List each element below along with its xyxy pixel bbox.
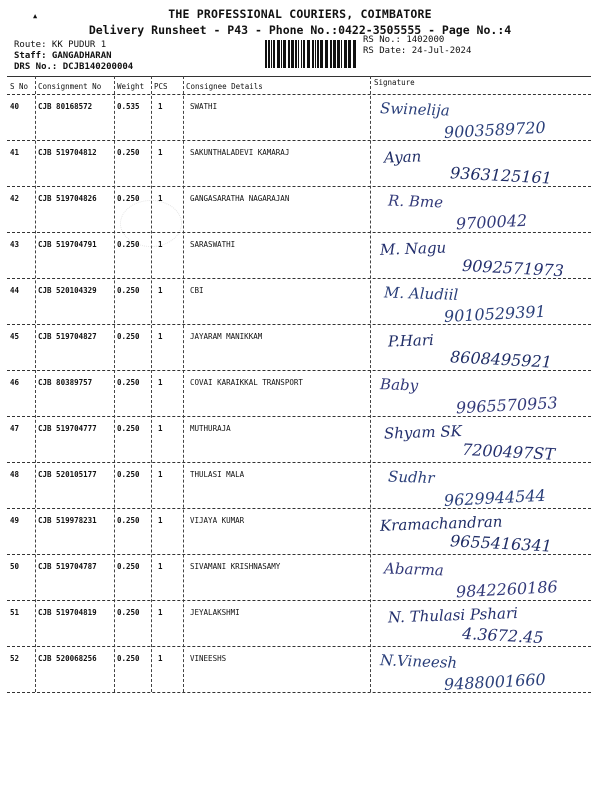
- row-divider: [7, 462, 591, 463]
- row-consignee: THULASI MALA: [190, 470, 245, 479]
- col-header-consignee: Consignee Details: [186, 82, 263, 91]
- signature-phone: 4.3672.45: [461, 623, 544, 648]
- signature-name: Shyam SK: [383, 421, 463, 443]
- signature-handwriting: [372, 281, 592, 327]
- col-header-pcs: PCS: [154, 82, 168, 91]
- signature-name: Kramachandran: [379, 512, 503, 535]
- signature-handwriting: [372, 511, 592, 557]
- signature-name: N. Thulasi Pshari: [387, 604, 519, 627]
- barcode-bar: [325, 40, 328, 68]
- barcode-bar: [291, 40, 294, 68]
- row-divider: [7, 140, 591, 141]
- signature-name: P.Hari: [387, 330, 435, 351]
- signature-phone: 9629944544: [443, 485, 547, 511]
- row-consignee: JAYARAM MANIKKAM: [190, 332, 263, 341]
- barcode-bar: [273, 40, 275, 68]
- signature-handwriting: [372, 557, 592, 603]
- signature-name: M. Aludiil: [383, 283, 459, 304]
- row-weight: 0.250: [117, 148, 140, 157]
- row-consignee: SARASWATHI: [190, 240, 236, 249]
- row-divider: [7, 324, 591, 325]
- rs-date: RS Date: 24-Jul-2024: [363, 46, 472, 56]
- signature-name: N.Vineesh: [379, 651, 458, 672]
- row-pcs: 1: [158, 286, 163, 295]
- row-divider: [7, 692, 591, 693]
- row-consignment-no: CJB 520068256: [38, 654, 97, 663]
- row-pcs: 1: [158, 470, 163, 479]
- signature-handwriting: [372, 143, 592, 189]
- signature-handwriting: [372, 373, 592, 419]
- barcode-bar: [312, 40, 314, 68]
- barcode-bar: [307, 40, 310, 68]
- row-pcs: 1: [158, 608, 163, 617]
- signature-handwriting: [372, 419, 592, 465]
- signature-handwriting: [372, 189, 592, 235]
- barcode-bar: [315, 40, 316, 68]
- signature-name: Sudhr: [387, 467, 435, 488]
- signature-name: M. Nagu: [379, 238, 447, 259]
- barcode-bar: [333, 40, 336, 68]
- signature-phone: 9655416341: [449, 531, 553, 556]
- row-pcs: 1: [158, 378, 163, 387]
- row-consignment-no: CJB 519978231: [38, 516, 97, 525]
- barcode-bar: [281, 40, 282, 68]
- col-header-consignment: Consignment No: [38, 82, 102, 91]
- header-divider: [7, 94, 591, 95]
- barcode-bar: [277, 40, 280, 68]
- row-weight: 0.250: [117, 654, 140, 663]
- row-consignee: COVAI KARAIKKAL TRANSPORT: [190, 378, 303, 387]
- runsheet-title: Delivery Runsheet - P43 - Phone No.:0422-3505555 - Page No.:4: [88, 23, 512, 37]
- row-consignment-no: CJB 80168572: [38, 102, 93, 111]
- barcode-bar: [317, 40, 319, 68]
- signature-phone: 9092571973: [461, 255, 565, 281]
- row-sno: 48: [10, 470, 20, 479]
- company-title: THE PROFESSIONAL COURIERS, COIMBATORE: [168, 7, 432, 21]
- signature-phone: 9700042: [455, 210, 528, 234]
- row-consignee: CBI: [190, 286, 204, 295]
- row-sno: 40: [10, 102, 20, 111]
- row-consignment-no: CJB 520104329: [38, 286, 97, 295]
- signature-handwriting: [372, 603, 592, 649]
- row-pcs: 1: [158, 332, 163, 341]
- signature-phone: 9363125161: [449, 163, 553, 188]
- signature-name: R. Bme: [387, 191, 444, 212]
- row-divider: [7, 370, 591, 371]
- route-label: Route: KK PUDUR 1: [14, 40, 107, 50]
- signature-handwriting: [372, 97, 592, 143]
- rs-number: RS No.: 1402000: [363, 35, 445, 45]
- drs-number: DRS No.: DCJB140200004: [14, 62, 134, 72]
- row-divider: [7, 232, 591, 233]
- barcode-bar: [337, 40, 340, 68]
- row-divider: [7, 416, 591, 417]
- row-consignment-no: CJB 519704791: [38, 240, 97, 249]
- signature-phone: 9842260186: [455, 577, 559, 602]
- row-sno: 41: [10, 148, 20, 157]
- barcode-bar: [268, 40, 270, 68]
- row-consignee: VIJAYA KUMAR: [190, 516, 245, 525]
- row-pcs: 1: [158, 424, 163, 433]
- barcode-bar: [320, 40, 323, 68]
- row-weight: 0.250: [117, 240, 140, 249]
- row-consignment-no: CJB 519704819: [38, 608, 97, 617]
- signature-handwriting: [372, 327, 592, 373]
- row-sno: 49: [10, 516, 20, 525]
- barcode-bar: [283, 40, 286, 68]
- row-consignee: SWATHI: [190, 102, 218, 111]
- row-divider: [7, 554, 591, 555]
- row-consignee: MUTHURAJA: [190, 424, 231, 433]
- barcode-bar: [271, 40, 272, 68]
- row-pcs: 1: [158, 240, 163, 249]
- row-pcs: 1: [158, 562, 163, 571]
- barcode-bar: [298, 40, 299, 68]
- signature-phone: 9003589720: [443, 117, 547, 143]
- row-consignment-no: CJB 519704787: [38, 562, 97, 571]
- row-consignee: SAKUNTHALADEVI KAMARAJ: [190, 148, 290, 157]
- row-sno: 52: [10, 654, 20, 663]
- row-divider: [7, 646, 591, 647]
- row-sno: 43: [10, 240, 20, 249]
- barcode-bar: [265, 40, 267, 68]
- row-weight: 0.250: [117, 608, 140, 617]
- row-pcs: 1: [158, 148, 163, 157]
- row-divider: [7, 600, 591, 601]
- signature-name: Ayan: [383, 147, 422, 167]
- row-divider: [7, 278, 591, 279]
- row-sno: 50: [10, 562, 20, 571]
- row-consignee: GANGASARATHA NAGARAJAN: [190, 194, 290, 203]
- barcode-bar: [348, 40, 351, 68]
- signature-phone: 9010529391: [443, 301, 547, 327]
- row-consignee: JEYALAKSHMI: [190, 608, 240, 617]
- signature-phone: 9965570953: [455, 393, 559, 418]
- col-header-signature: Signature: [374, 78, 415, 87]
- table-top-border: [7, 76, 591, 77]
- row-weight: 0.250: [117, 378, 140, 387]
- signature-name: Abarma: [383, 559, 445, 580]
- row-weight: 0.250: [117, 286, 140, 295]
- row-sno: 51: [10, 608, 20, 617]
- row-consignee: SIVAMANI KRISHNASAMY: [190, 562, 281, 571]
- row-weight: 0.250: [117, 470, 140, 479]
- row-sno: 44: [10, 286, 20, 295]
- row-sno: 42: [10, 194, 20, 203]
- row-consignee: VINEESHS: [190, 654, 227, 663]
- barcode-bar: [288, 40, 290, 68]
- signature-name: Baby: [379, 375, 419, 395]
- barcode-bar: [344, 40, 347, 68]
- row-weight: 0.250: [117, 562, 140, 571]
- row-sno: 46: [10, 378, 20, 387]
- barcode-bar: [330, 40, 332, 68]
- signature-handwriting: [372, 235, 592, 281]
- signature-phone: 7200497ST: [461, 439, 556, 464]
- row-consignment-no: CJB 519704777: [38, 424, 97, 433]
- row-weight: 0.535: [117, 102, 140, 111]
- row-pcs: 1: [158, 654, 163, 663]
- row-consignment-no: CJB 80389757: [38, 378, 93, 387]
- row-pcs: 1: [158, 102, 163, 111]
- row-weight: 0.250: [117, 332, 140, 341]
- row-consignment-no: CJB 519704826: [38, 194, 97, 203]
- row-weight: 0.250: [117, 194, 140, 203]
- row-sno: 45: [10, 332, 20, 341]
- row-weight: 0.250: [117, 424, 140, 433]
- barcode-bar: [295, 40, 297, 68]
- barcode-icon: [265, 40, 357, 68]
- col-header-sno: S No: [10, 82, 29, 91]
- barcode-bar: [353, 40, 356, 68]
- row-sno: 47: [10, 424, 20, 433]
- row-divider: [7, 508, 591, 509]
- staff-label: Staff: GANGADHARAN: [14, 51, 112, 61]
- row-consignment-no: CJB 520105177: [38, 470, 97, 479]
- barcode-bar: [341, 40, 342, 68]
- row-pcs: 1: [158, 194, 163, 203]
- row-pcs: 1: [158, 516, 163, 525]
- row-weight: 0.250: [117, 516, 140, 525]
- col-header-weight: Weight: [117, 82, 145, 91]
- corner-mark-icon: ▲: [33, 12, 38, 20]
- row-consignment-no: CJB 519704812: [38, 148, 97, 157]
- signature-name: Swinelija: [379, 99, 451, 120]
- signature-handwriting: [372, 465, 592, 511]
- barcode-bar: [301, 40, 302, 68]
- row-consignment-no: CJB 519704827: [38, 332, 97, 341]
- barcode-bar: [303, 40, 305, 68]
- signature-phone: 8608495921: [449, 347, 553, 372]
- signature-handwriting: [372, 649, 592, 695]
- signature-phone: 9488001660: [443, 669, 547, 695]
- row-divider: [7, 186, 591, 187]
